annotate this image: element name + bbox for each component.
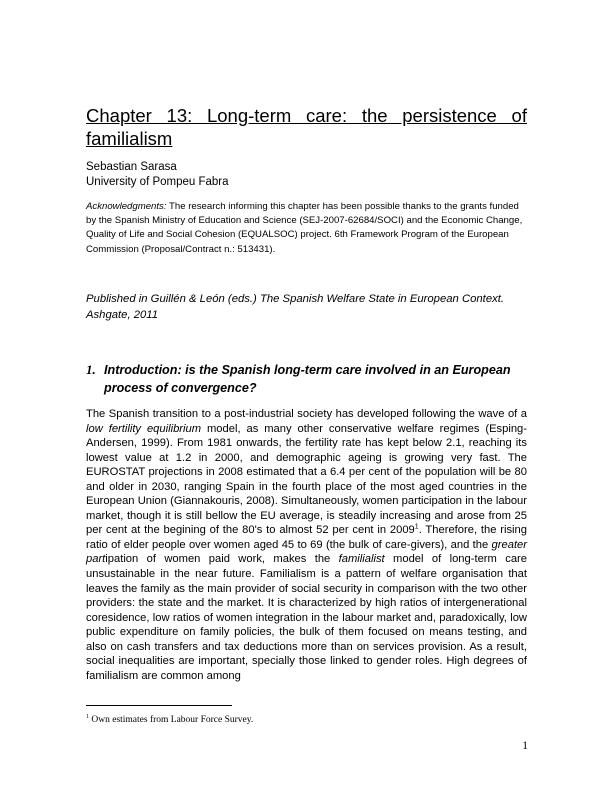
body-paragraph bbox=[86, 407, 527, 683]
footnote-text: Own estimates from Labour Force Survey. bbox=[89, 715, 254, 726]
footnote-mark: 1 bbox=[86, 714, 89, 720]
author-name: Sebastian Sarasa bbox=[86, 161, 177, 173]
author-block bbox=[86, 160, 527, 190]
footnote-reference[interactable]: 1 bbox=[414, 523, 419, 531]
body-text-2: model, as many other conservative welfare regimes (Esping-Andersen, 1999). From 1981 onwards, the fertility rate has kept below 2.1, reaching its lowest value at 1.2 in 2000, and demographic ageing is growing very fast. The EUROSTAT projections in 2008 estimated that a 6.4 per cent of the population will be 80 and older in 2030, ranging Spain in the fourth place of the most aged countries in the European Union (Giannakouris, 2008). Simultaneously, women participation in the labour market, though it is still bellow the EU average, is steadily increasing and arose from 25 per cent at the begining of the 80's to almost 52 per cent in 2009 bbox=[86, 422, 527, 537]
section-heading-text: Introduction: is the Spanish long-term care involved in an European process of convergence? bbox=[104, 363, 511, 395]
section-heading bbox=[86, 361, 545, 397]
acknowledgments-text: The research informing this chapter has been possible thanks to the grants funded by the Spanish Ministry of Education and Science (SEJ-2007-62684/SOCI) and the Economic Change, Quality of Life and Social Cohesion (EQUALSOC) project. 6th Framework Program of the European Commission (Proposal/Contract n.: 513431). bbox=[86, 201, 523, 255]
body-emphasis-2: greater part bbox=[86, 538, 527, 566]
body-text-5: model of long-term care unsustainable in the near future. Familialism is a pattern of welfare organisation that leaves the family as the main provider of social security in comparison with the two other providers: the state and the market. It is characterized by high ratios of intergenerational coresidence, low ratios of women integration in the labour market and, paradoxically, low public expenditure on family policies, the bulk of them focused on means testing, and also on cash transfers and tax deductions more than on services provision. As a result, social inequalities are important, specially those linked to gender roles. High degrees of familialism are common among bbox=[86, 553, 527, 682]
body-text-3: . Therefore, the rising ratio of elder people over women aged 45 to 69 (the bulk of care-givers), and the bbox=[86, 524, 527, 551]
body-text-1: The Spanish transition to a post-industrial society has developed following the wave of a bbox=[86, 408, 527, 420]
page-number: 1 bbox=[522, 740, 528, 752]
body-emphasis-3: familialist bbox=[338, 553, 385, 566]
footnote bbox=[86, 711, 527, 726]
acknowledgments bbox=[86, 200, 527, 257]
section-number: 1. bbox=[86, 362, 96, 377]
publication-note: Published in Guillén & León (eds.) The Spanish Welfare State in European Context. Ashgate, 2011 bbox=[86, 293, 505, 321]
body-emphasis-1: low fertility equilibrium bbox=[86, 422, 202, 435]
chapter-title: Chapter 13: Long-term care: the persistence of familialism bbox=[86, 105, 527, 149]
footnote-divider bbox=[86, 705, 232, 706]
body-text-4: ipation of women paid work, makes the bbox=[105, 553, 339, 566]
acknowledgments-label: Acknowledgments: bbox=[86, 201, 167, 212]
author-affiliation: University of Pompeu Fabra bbox=[86, 176, 229, 188]
